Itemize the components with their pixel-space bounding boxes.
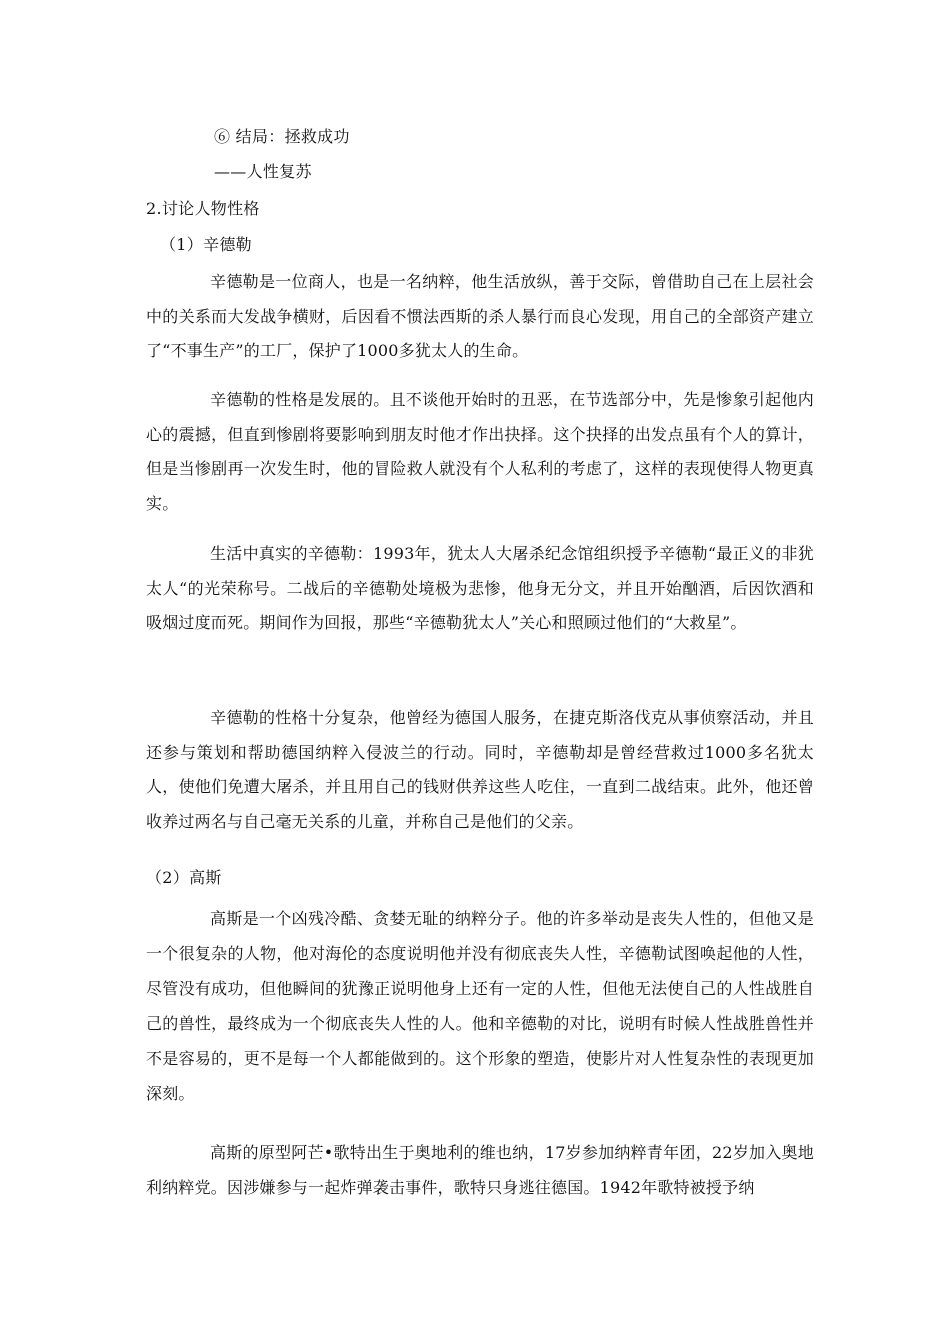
outline-item-6-subtitle: ——人性复苏 [214, 162, 312, 181]
outline-item-6: ⑥ 结局：拯救成功 [214, 127, 350, 146]
subsection-heading-goeth: （2）高斯 [146, 868, 222, 887]
paragraph: 生活中真实的辛德勒：1993年，犹太人大屠杀纪念馆组织授予辛德勒“最正义的非犹太人“的光荣称号。二战后的辛德勒处境极为悲惨，他身无分文，并且开始酗酒，后因饮酒和吸烟过度而死。期间作为回报，那些“辛德勒犹太人”关心和照顾过他们的“大救星”。 [146, 544, 814, 632]
section-heading: 2.讨论人物性格 [146, 199, 260, 218]
paragraph: 高斯是一个凶残冷酷、贪婪无耻的纳粹分子。他的许多举动是丧失人性的，但他又是一个很复杂的人物，他对海伦的态度说明他并没有彻底丧失人性，辛德勒试图唤起他的人性，尽管没有成功，但他瞬间的犹豫正说明他身上还有一定的人性，但他无法使自己的人性战胜自己的兽性，最终成为一个彻底丧失人性的人。他和辛德勒的对比，说明有时候人性战胜兽性并不是容易的，更不是每一个人都能做到的。这个形象的塑造，使影片对人性复杂性的表现更加深刻。 [146, 909, 814, 1103]
paragraph: 辛德勒的性格是发展的。且不谈他开始时的丑恶，在节选部分中，先是惨象引起他内心的震撼，但直到惨剧将要影响到朋友时他才作出抉择。这个抉择的出发点虽有个人的算计，但是当惨剧再一次发生时，他的冒险救人就没有个人私利的考虑了，这样的表现使得人物更真实。 [146, 390, 814, 513]
paragraph: 辛德勒是一位商人，也是一名纳粹，他生活放纵，善于交际，曾借助自己在上层社会中的关系而大发战争横财，后因看不惯法西斯的杀人暴行而良心发现，用自己的全部资产建立了“不事生产”的工厂，保护了1000多犹太人的生命。 [146, 272, 814, 360]
paragraph: 高斯的原型阿芒•歌特出生于奥地利的维也纳，17岁参加纳粹青年团，22岁加入奥地利纳粹党。因涉嫌参与一起炸弹袭击事件，歌特只身逃往德国。1942年歌特被授予纳 [146, 1143, 814, 1197]
paragraph: 辛德勒的性格十分复杂，他曾经为德国人服务，在捷克斯洛伐克从事侦察活动，并且还参与策划和帮助德国纳粹入侵波兰的行动。同时，辛德勒却是曾经营救过1000多名犹太人，使他们免遭大屠杀，并且用自己的钱财供养这些人吃住，一直到二战结束。此外，他还曾收养过两名与自己毫无关系的儿童，并称自己是他们的父亲。 [146, 708, 814, 831]
subsection-heading-schindler: （1）辛德勒 [160, 235, 252, 254]
